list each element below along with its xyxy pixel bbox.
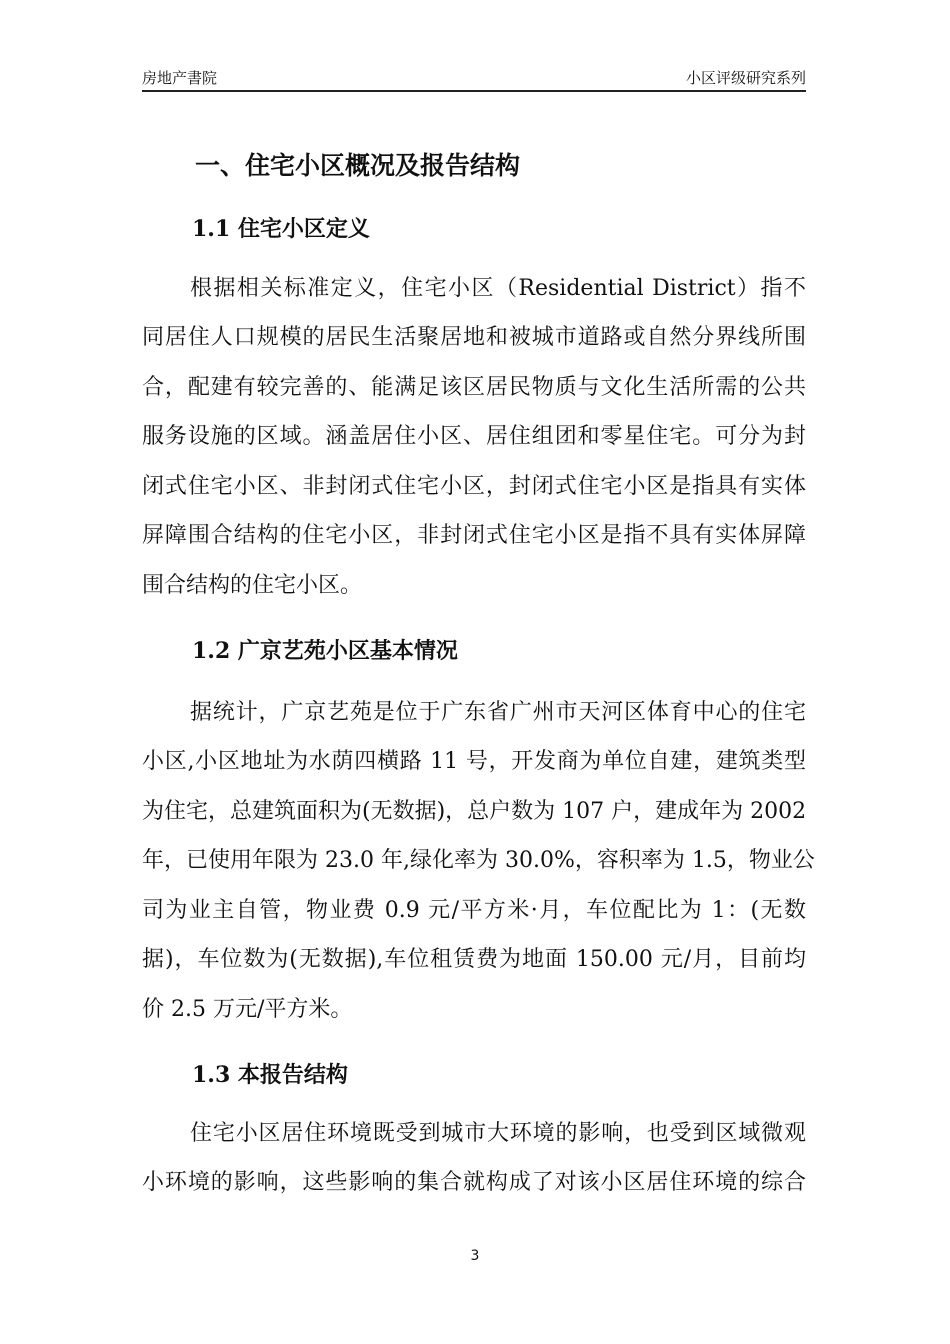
paragraph-line: 围合结构的住宅小区。 [142,573,363,598]
paragraph-line: 据)，车位数为(无数据),车位租赁费为地面 150.00 元/月，目前均 [142,947,806,972]
paragraph-line: 价 2.5 万元/平方米。 [142,997,353,1022]
paragraph-line: 小区,小区地址为水荫四横路 11 号，开发商为单位自建，建筑类型 [142,749,806,774]
paragraph-line: 同居住人口规模的居民生活聚居地和被城市道路或自然分界线所围 [142,325,806,350]
paragraph-line: 服务设施的区域。涵盖居住小区、居住组团和零星住宅。可分为封 [142,424,806,449]
page-number: 3 [470,1248,480,1264]
paragraph-line: 小环境的影响，这些影响的集合就构成了对该小区居住环境的综合 [142,1170,806,1195]
paragraph-line: 年，已使用年限为 23.0 年,绿化率为 30.0%，容积率为 1.5，物业公 [142,848,815,873]
paragraph-line: 屏障围合结构的住宅小区，非封闭式住宅小区是指不具有实体屏障 [142,523,806,548]
header-right: 小区评级研究系列 [685,69,806,87]
section-heading: 1.1 住宅小区定义 [192,216,370,242]
paragraph-line: 司为业主自管，物业费 0.9 元/平方米·月，车位配比为 1：(无数 [142,898,806,923]
paragraph-line: 合，配建有较完善的、能满足该区居民物质与文化生活所需的公共 [142,375,806,400]
header-left: 房地产書院 [142,69,218,87]
header-rule [142,90,806,92]
paragraph-line: 住宅小区居住环境既受到城市大环境的影响，也受到区域微观 [190,1121,806,1146]
paragraph-line: 根据相关标准定义，住宅小区（Residential District）指不 [190,276,806,301]
paragraph-line: 据统计，广京艺苑是位于广东省广州市天河区体育中心的住宅 [190,700,806,725]
chapter-title: 一、住宅小区概况及报告结构 [195,151,521,180]
paragraph-line: 为住宅，总建筑面积为(无数据)，总户数为 107 户，建成年为 2002 [142,799,807,824]
section-heading: 1.2 广京艺苑小区基本情况 [192,638,458,664]
section-heading: 1.3 本报告结构 [192,1062,348,1088]
paragraph-line: 闭式住宅小区、非封闭式住宅小区，封闭式住宅小区是指具有实体 [142,474,806,499]
